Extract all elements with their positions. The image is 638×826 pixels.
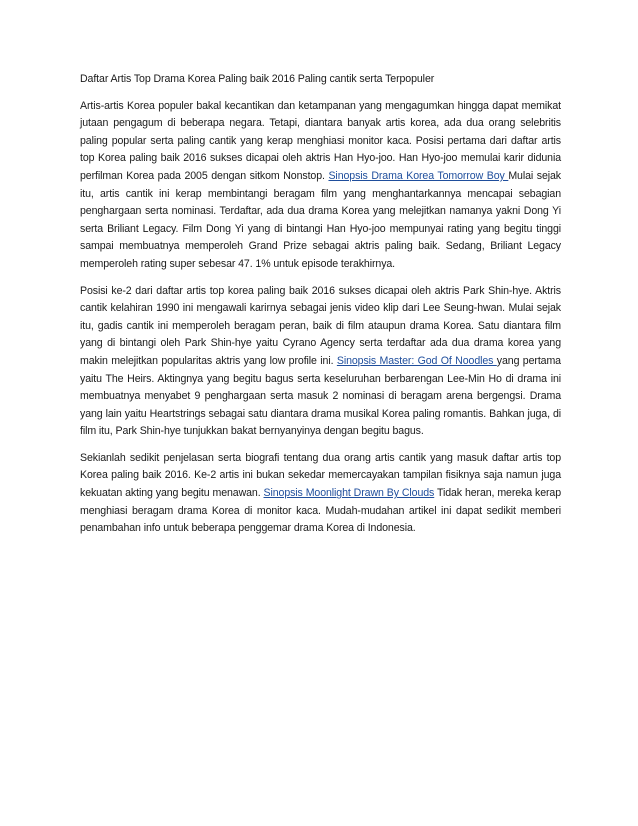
paragraph-1-text-before: Artis-artis Korea populer bakal kecantikan dan ketampanan yang mengagumkan hingga dapat memikat jutaan pengagum di beberapa negara. Tetapi, diantara banyak artis korea, ada dua orang selebritis paling popular serta paling cantik yang kerap menghiasi monitor kaca. Posisi pertama dari daftar artis top Korea paling baik 2016 sukses dicapai oleh aktris Han Hyo-joo. Han Hyo-joo memulai karir didunia perfilman Korea pada 2005 dengan sitkom Nonstop. (80, 99, 561, 182)
paragraph-1 (80, 98, 561, 274)
paragraph-2-text-before: Posisi ke-2 dari daftar artis top korea paling baik 2016 sukses dicapai oleh aktris Park Shin-hye. Aktris cantik kelahiran 1990 ini mengawali karirnya sebagai jenis video klip dari Lee Seung-hwan. Mulai sejak itu, gadis cantik ini memperoleh beragam peran, baik di film ataupun drama Korea. Satu diantara film yang di bintangi oleh Park Shin-hye yaitu Cyrano Agency serta terdaftar ada dua drama korea yang makin melejitkan popularitas aktris yang low profile ini. (80, 284, 561, 367)
link-god-of-noodles[interactable]: Sinopsis Master: God Of Noodles (336, 354, 497, 367)
document-page (80, 71, 561, 547)
paragraph-2-text-after: yang pertama yaitu The Heirs. Aktingnya yang begitu bagus serta keseluruhan berbarengan Lee-Min Ho di drama ini membuatnya menyabet 9 penghargaan serta masuk 2 nominasi di beragam arena bergengsi. Drama yang lain yaitu Heartstrings sebagai satu diantara drama musikal Korea paling romantis. Bahkan juga, di film itu, Park Shin-hye tunjukkan bakat bernyanyinya dengan begitu bagus. (80, 354, 561, 438)
paragraph-3-text-before: Sekianlah sedikit penjelasan serta biografi tentang dua orang artis cantik yang masuk daftar artis top Korea paling baik 2016. Ke-2 artis ini bukan sekedar memercayakan tampilan fisiknya saja namun juga kekuatan akting yang begitu menawan. (80, 451, 561, 500)
paragraph-1-text-after: Mulai sejak itu, artis cantik ini kerap membintangi beragam film yang menghantarkannya mencapai sebagian penghargaan serta nominasi. Terdaftar, ada dua drama Korea yang melejitkan namanya yakni Dong Yi serta Briliant Legacy. Film Dong Yi yang di bintangi Han Hyo-joo mempunyai rating yang begitu tinggi sampai membuatnya memperoleh Grand Prize sebagai aktris paling baik. Sedang, Briliant Legacy memperoleh rating super sebesar 47. 1% untuk episode terakhirnya. (80, 169, 561, 270)
paragraph-3 (80, 450, 561, 538)
link-moonlight-drawn-by-clouds[interactable]: Sinopsis Moonlight Drawn By Clouds (263, 487, 435, 500)
link-tomorrow-boy[interactable]: Sinopsis Drama Korea Tomorrow Boy (328, 169, 509, 182)
paragraph-3-text-after: Tidak heran, mereka kerap menghiasi beragam drama Korea di monitor kaca. Mudah-mudahan artikel ini dapat sedikit memberi penambahan info untuk beberapa penggemar drama Korea di Indonesia. (80, 487, 561, 535)
document-title: Daftar Artis Top Drama Korea Paling baik 2016 Paling cantik serta Terpopuler (80, 73, 435, 85)
paragraph-2 (80, 283, 561, 441)
